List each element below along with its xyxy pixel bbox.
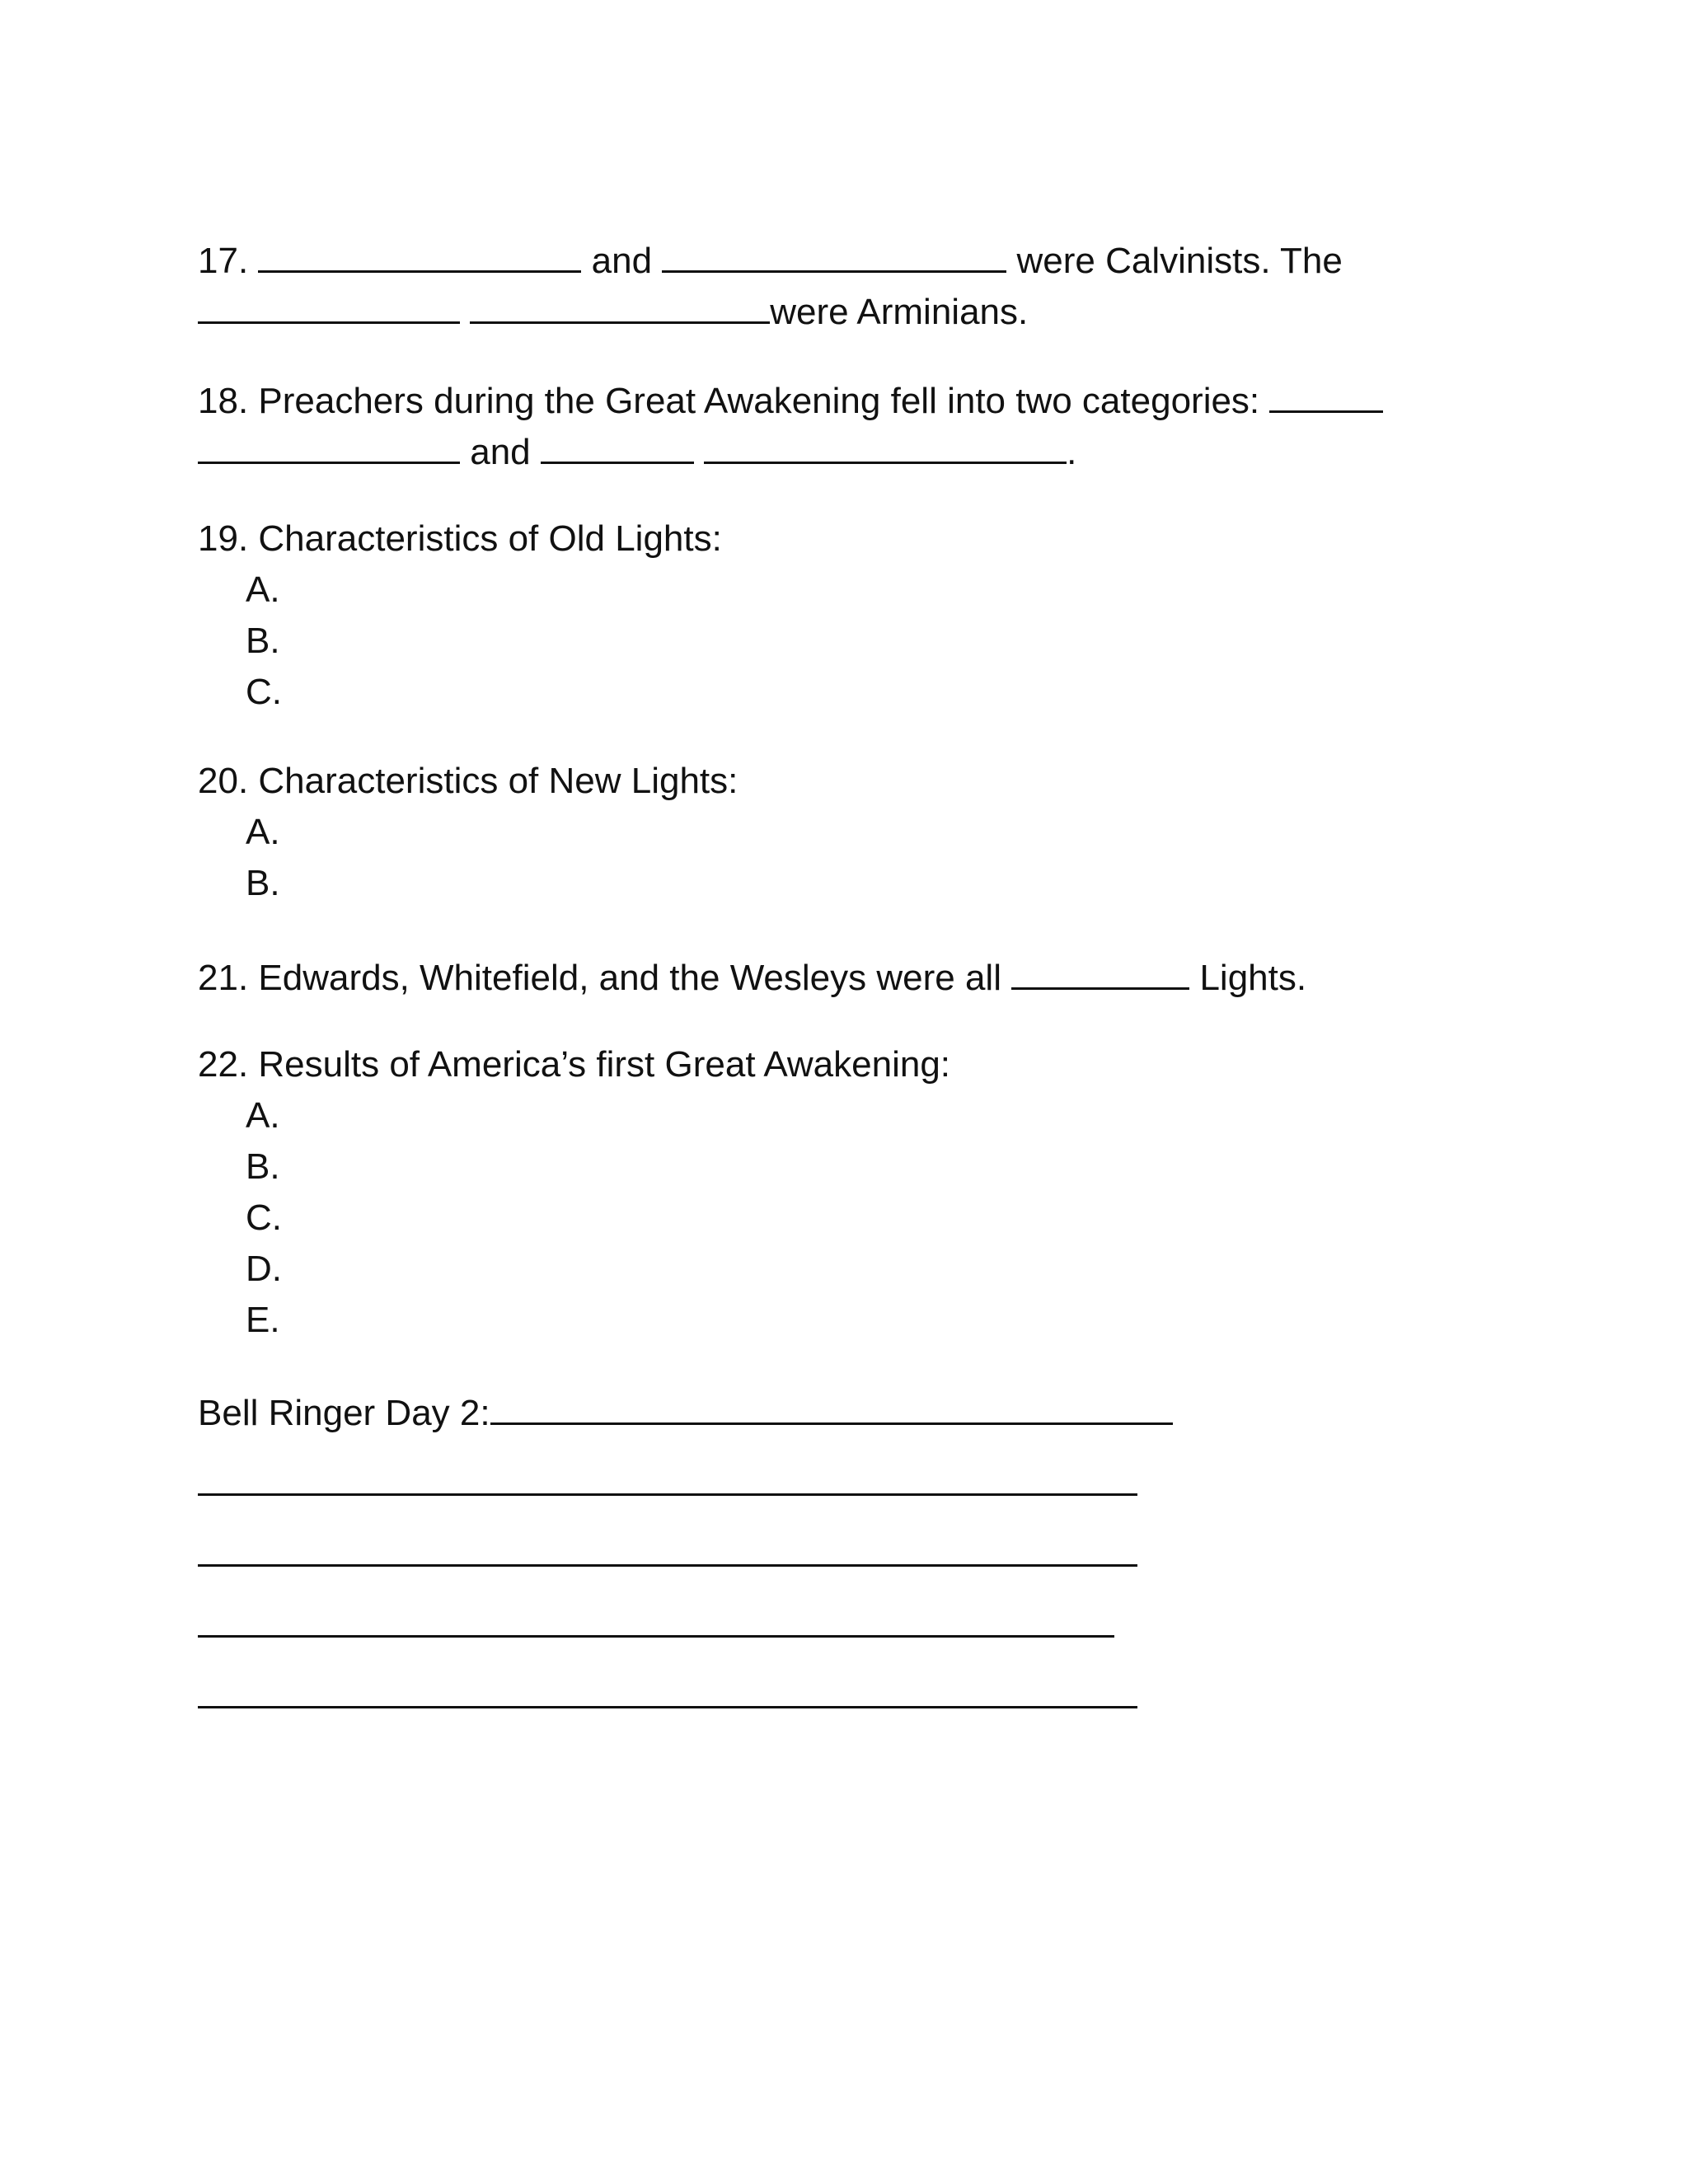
q22-item-c: C. bbox=[246, 1197, 282, 1238]
q18-line-2 bbox=[198, 429, 1076, 474]
q19-item-a: A. bbox=[246, 569, 280, 610]
bell-ringer-blank[interactable] bbox=[490, 1390, 1173, 1425]
answer-line-4[interactable] bbox=[198, 1706, 1137, 1708]
bell-ringer-line bbox=[198, 1390, 1173, 1435]
answer-line-3[interactable] bbox=[198, 1635, 1114, 1638]
q19-item-c: C. bbox=[246, 672, 282, 712]
q18-and: and bbox=[470, 432, 531, 472]
q22-item-a: A. bbox=[246, 1095, 280, 1136]
q18-blank-3[interactable] bbox=[541, 429, 694, 464]
q21-blank[interactable] bbox=[1011, 954, 1189, 990]
q20-prompt: 20. Characteristics of New Lights: bbox=[198, 761, 738, 801]
q22-item-b: B. bbox=[246, 1146, 280, 1187]
q17-blank-1[interactable] bbox=[258, 237, 581, 273]
q17-and: and bbox=[591, 241, 653, 281]
q17-calvinists-text: were Calvinists. The bbox=[1016, 241, 1343, 281]
answer-line-2[interactable] bbox=[198, 1564, 1137, 1567]
q20-item-b: B. bbox=[246, 863, 280, 903]
q19-item-b: B. bbox=[246, 621, 280, 661]
q18-prompt: 18. Preachers during the Great Awakening fell into two categories: bbox=[198, 381, 1260, 421]
q20-item-a: A. bbox=[246, 812, 280, 852]
q22-item-d: D. bbox=[246, 1249, 282, 1289]
q22-prompt: 22. Results of America’s first Great Awakening: bbox=[198, 1044, 951, 1085]
q17-blank-3[interactable] bbox=[198, 288, 460, 324]
q18-line-1 bbox=[198, 377, 1383, 423]
answer-line-1[interactable] bbox=[198, 1493, 1137, 1496]
q17-number: 17. bbox=[198, 241, 249, 281]
q17-line-2 bbox=[198, 288, 1028, 334]
q17-arminians-text: were Arminians. bbox=[770, 292, 1029, 332]
q18-blank-4[interactable] bbox=[704, 429, 1067, 464]
q21-prompt: 21. Edwards, Whitefield, and the Wesleys were all bbox=[198, 958, 1001, 998]
q21-suffix: Lights. bbox=[1199, 958, 1307, 998]
q18-period: . bbox=[1067, 432, 1077, 472]
q19-prompt: 19. Characteristics of Old Lights: bbox=[198, 518, 722, 559]
q17-blank-2[interactable] bbox=[662, 237, 1006, 273]
q17-line-1 bbox=[198, 237, 1343, 283]
q18-blank-1[interactable] bbox=[1269, 377, 1383, 413]
bell-ringer-label: Bell Ringer Day 2: bbox=[198, 1393, 490, 1433]
q21-line bbox=[198, 954, 1306, 1000]
q18-blank-2[interactable] bbox=[198, 429, 460, 464]
q22-item-e: E. bbox=[246, 1300, 280, 1340]
q17-blank-4[interactable] bbox=[470, 288, 770, 324]
